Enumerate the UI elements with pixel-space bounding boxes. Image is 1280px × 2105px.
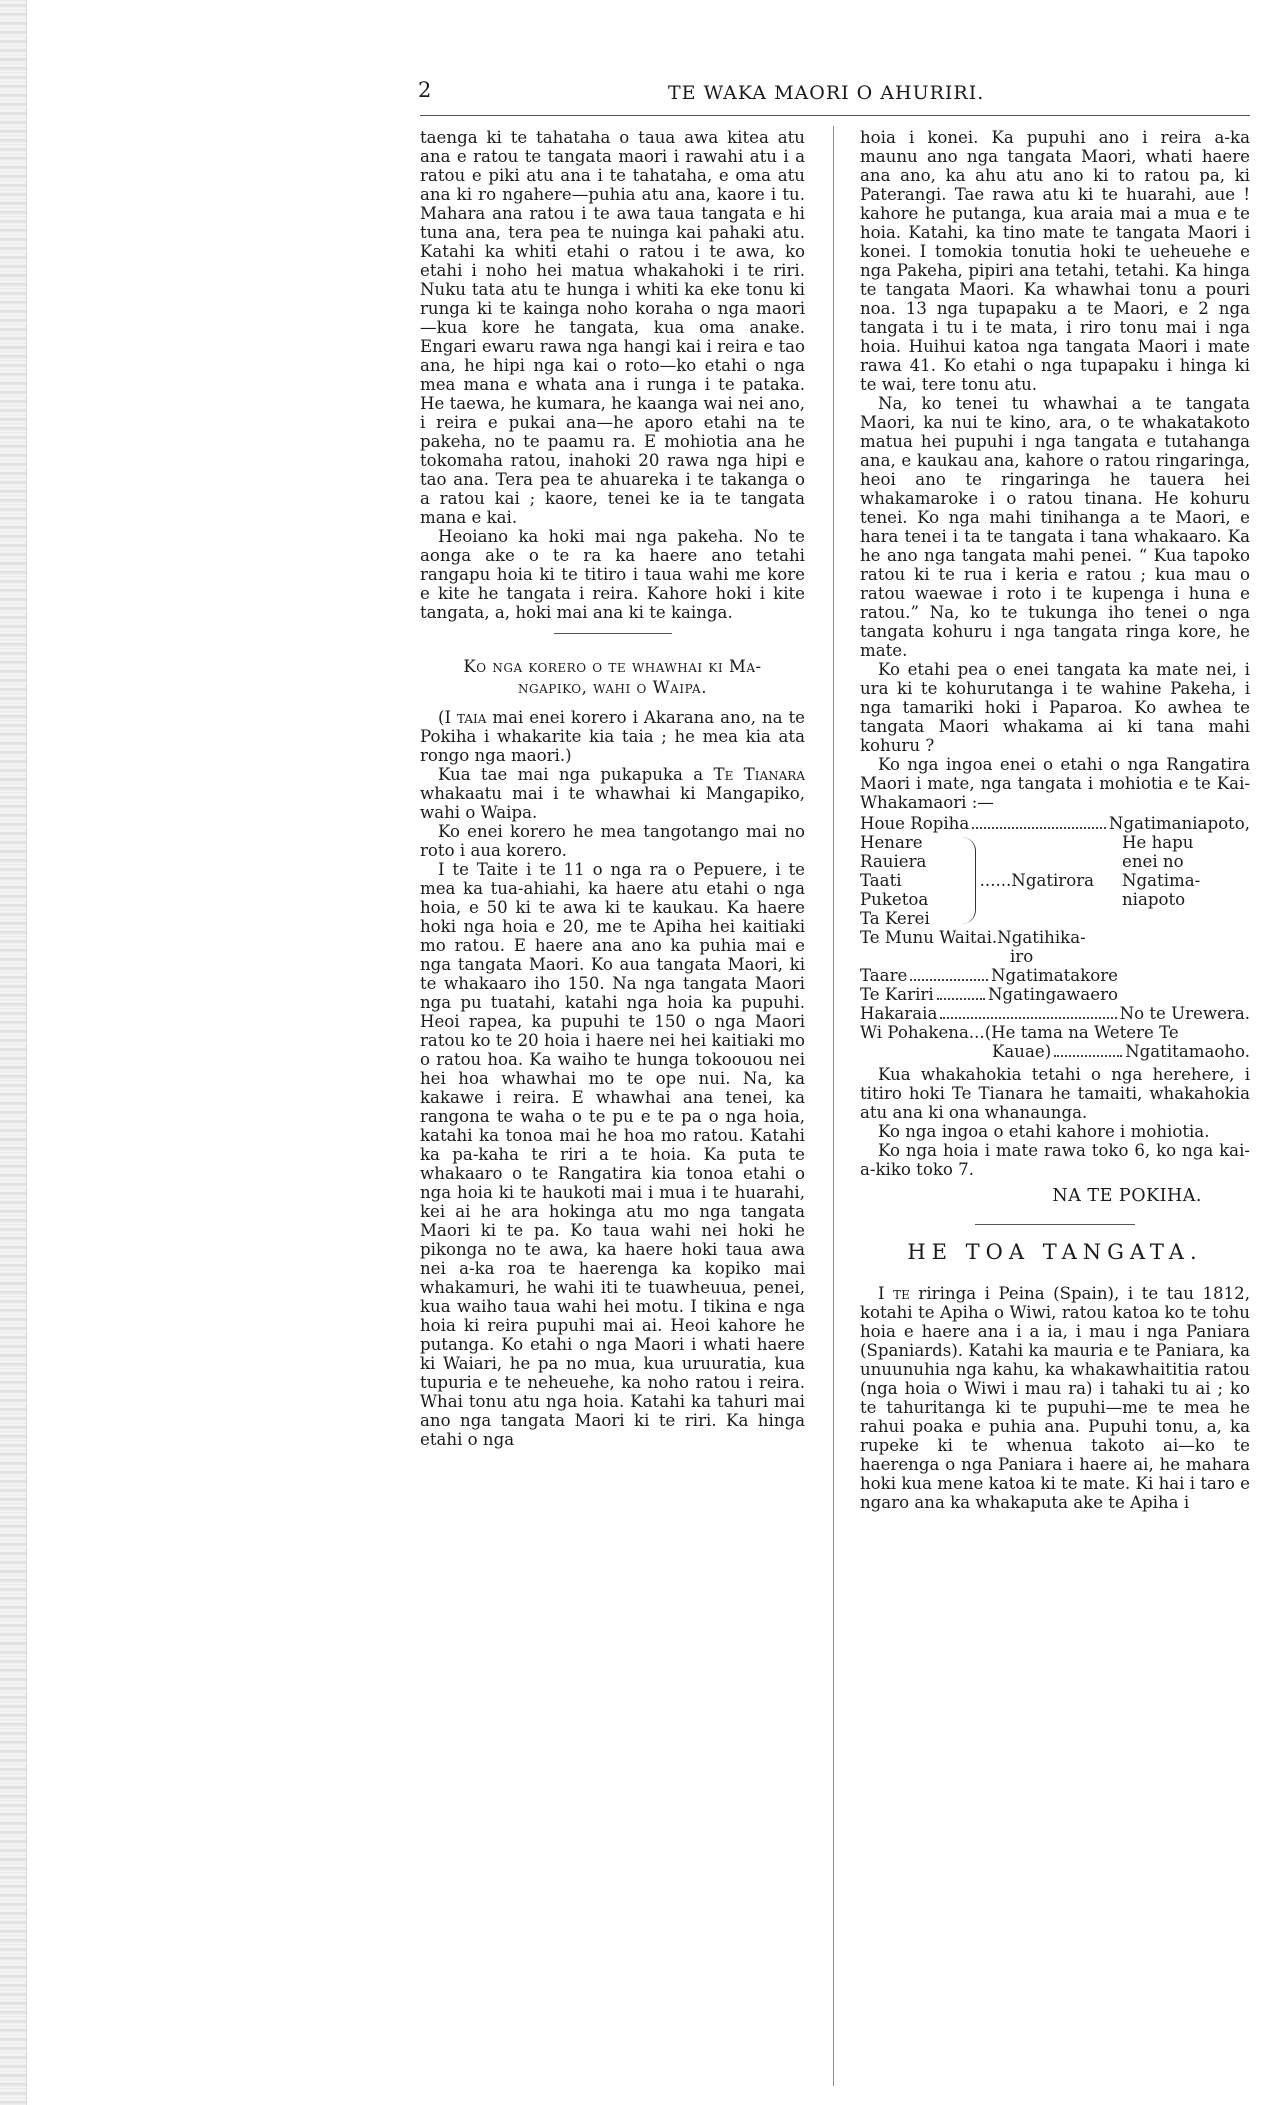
list-item: Hakaraia No te Urewera. xyxy=(860,1004,1250,1023)
list-item: Te Munu Waitai.Ngatihika- iro xyxy=(860,928,1086,966)
right-paragraph-6: Ko nga ingoa o etahi kahore i mohiotia. xyxy=(878,1122,1210,1141)
hapu-note: He hapu enei no Ngatima- niapoto xyxy=(1122,833,1201,909)
section-heading-mangapiko: Ko nga korero o te whawhai ki Ma- ngapiko, wahi o Waipa. xyxy=(463,657,762,697)
right-paragraph-1: hoia i konei. Ka pupuhi ano i reira a-ka maunu ano nga tangata Maori, whati haere ana ano, ka ahu atu ano ki to ratou pa, ki Paterangi. Tae rawa atu ki te huarahi, aue ! kahore he putanga, kua araia mai a mua e te hoia. Katahi, ka tino mate te tangata Maori i konei. I tomokia tonutia hoki te ueheuehe e nga Pakeha, pipiri ana tetahi, tetahi. Ka hinga te tangata Maori. Ka whawhai tonu a pouri noa. 13 nga tupapaku a te Maori, e 2 nga tangata i tu i te mata, i riro tonu mai i nga hoia. Huihui katoa nga tangata Maori i mate rawa 41. Ko etahi o nga tupapaku i hinga ki te wai, tere tonu atu. xyxy=(860,128,1250,394)
list-item: Houe Ropiha Ngatimaniapoto, xyxy=(860,814,1250,833)
list-item: Te Kariri Ngatingawaero xyxy=(860,985,1118,1004)
page-binding-edge xyxy=(0,0,27,2105)
list-item: Wi Pohakena...(He tama na Wetere Te Kauae) Ngatitamaoho. xyxy=(860,1023,1250,1061)
right-paragraph-7: Ko nga hoia i mate rawa toko 6, ko nga kai-a-kiko toko 7. xyxy=(860,1141,1250,1179)
left-paragraph-6: I te Taite i te 11 o nga ra o Pepuere, i te mea ka tua-ahiahi, ka haere atu etahi o nga hoia, e 50 ki te awa ki te kaukau. Ka haere hoki nga hoia e 20, me te Apiha hei kaitiaki mo ratou. E haere ana ano ka puhia mai e nga tangata Maori. Ko aua tangata Maori, ki te whakaaro iho 150. Na nga tangata Maori nga pu tuatahi, katahi nga hoia ka pupuhi. Heoi rapea, ka pupuhi te 150 o nga Maori ratou ko te 20 hoia i haere nei hei kaitiaki mo o ratou hoa. Ka waiho te hunga tokoouou nei hei hoa whawhai mo te ope nui. Na, ka kakawe i reira. E whawhai ana tenei, ka rangona te waha o te pu e te pa o nga hoia, katahi ka tonoa mai he hoa mo ratou. Katahi ka pa-kaha te riri a te hoia. Ka puta te whakaaro o te Rangatira kia tonoa etahi o nga hoia ki te haukoti mai i mua i te huarahi, kei ai he ara hokinga atu mo nga tangata Maori ki te pa. Ko taua wahi nei hoki he pikonga no te awa, ka haere hoki taua awa nei a-ka roa te haerenga ka kopiko mai whakamuri, he wahi iti te tuawheuua, penei, kua waiho taua wahi hei motu. I tikina e nga hoia ki reira pupuhi mai ai. Heoi kahore he putanga. Ko etahi o nga Maori i whati haere ki Waiari, he pa no mua, kua uruuratia, kua tupuria e te neheuehe, ka noho ratou i reira. Whai tonu atu nga hoia. Katahi ka tahuri mai ano nga tangata Maori ki te riri. Ka hinga etahi o nga xyxy=(420,860,805,1449)
right-paragraph-8: I te riringa i Peina (Spain), i te tau 1812, kotahi te Apiha o Wiwi, ratou katoa ko te tohu hoia e haere ana i a ia, i mau i nga Paniara (Spaniards). Katahi ka mauria e te Paniara, ka unuunuhia nga kahu, ka whakawhaititia ratou (nga hoia o Wiwi i mau ra) i tahaki tu ai ; ko te tahuritanga ki te pupuhi—me te mea he rahui poaka e puhia ana. Pupuhi tonu, a, ka rupeke ki te whenua takoto ai—ko te haerenga o nga Paniara i haere ai, he mahara hoki kua mene katoa ki te mate. Ki hai i taro e ngaro ana ka whakaputa ake te Apiha i xyxy=(860,1284,1251,1512)
right-paragraph-2: Na, ko tenei tu whawhai a te tangata Maori, ka nui te kino, ara, o te whakatakoto matua hei pupuhi i nga tangata e tutahanga ana, e kaukau ana, kahore o ratou ringaringa, heoi ano te ringaringa he tauera hei whakamaroke i o ratou tinana. He kohuru tenei. Ko nga mahi tinihanga a te Maori, e hara tenei i ta te tangata i tana whakaaro. Ka he ano nga tangata mahi penei. “ Kua tapoko ratou ki te rua i keria e ratou ; kua mau o ratou waewae i roto i te kupenga i huna e ratou.” Na, ko te tukunga iho tenei o nga tangata kohuru i nga tangata ringa kore, he mate. xyxy=(860,394,1250,660)
header-rule xyxy=(420,115,1250,116)
left-column xyxy=(420,128,805,1449)
brace-mark xyxy=(959,837,976,924)
casualty-list xyxy=(860,814,1250,1061)
right-paragraph-5: Kua whakahokia tetahi o nga herehere, i titiro hoki Te Tianara he tamaiti, whakahokia atu ana ki ona whanaunga. xyxy=(860,1065,1250,1122)
left-paragraph-5: Ko enei korero he mea tangotango mai no roto i aua korero. xyxy=(420,822,805,860)
running-title: TE WAKA MAORI O AHURIRI. xyxy=(668,82,985,104)
right-paragraph-4: Ko nga ingoa enei o etahi o nga Rangatira Maori i mate, nga tangata i mohiotia e te Kai-Whakamaori :— xyxy=(860,755,1250,812)
right-column xyxy=(860,128,1250,1512)
right-paragraph-3: Ko etahi pea o enei tangata ka mate nei, i ura ki te kohurutanga i te wahine Pakeha, i nga tamariki hoki i Paparoa. Ko awhea te tangata Maori whakama ai ki tana mahi kohuru ? xyxy=(860,660,1250,755)
section-separator xyxy=(554,633,672,634)
left-paragraph-4: Kua tae mai nga pukapuka a Te Tianara whakaatu mai i te whawhai ki Mangapiko, wahi o Waipa. xyxy=(420,765,805,822)
section-heading-he-toa-tangata: HE TOA TANGATA. xyxy=(907,1240,1203,1264)
column-divider xyxy=(833,126,834,2086)
signature: NA TE POKIHA. xyxy=(1052,1186,1202,1206)
list-group-ngatirora: Henare Rauiera Taati Puketoa Ta Kerei ...... Ngatirora xyxy=(860,833,1095,928)
left-paragraph-3: (I taia mai enei korero i Akarana ano, na te Pokiha i whakarite kia taia ; he mea kia ata rongo nga maori.) xyxy=(420,708,806,765)
left-paragraph-2: Heoiano ka hoki mai nga pakeha. No te aonga ake o te ra ka haere ano tetahi rangapu hoia ki te titiro i taua wahi me kore e kite he tangata i reira. Kahore hoki i kite tangata, a, hoki mai ana ki te kainga. xyxy=(420,527,805,622)
list-item: Taare Ngatimatakore xyxy=(860,966,1118,985)
left-paragraph-1: taenga ki te tahataha o taua awa kitea atu ana e ratou te tangata maori i rawahi atu i a ratou e piki atu ana i te tahataha, e oma atu ana ki ro ngahere—puhia atu ana, kaore i tu. Mahara ana ratou i te awa taua tangata e hi tuna ana, tera pea te nuinga kai pahaki atu. Katahi ka whiti etahi o ratou i te awa, ko etahi i noho hei matua whakahoki i te riri. Nuku tata atu te hunga i whiti ka eke tonu ki runga ki te kainga noho koraha o nga maori—kua kore he tangata, kua oma anake. Engari ewaru rawa nga hangi kai i reira e tao ana, he hipi nga kai o roto—ko etahi o nga mea mana e whata ana i runga i te pataka. He taewa, he kumara, he kaanga wai nei ano, i reira e pukai ana—he aporo etahi na te pakeha, no te paamu ra. E mohiotia ana he tokomaha ratou, inahoki 20 rawa nga hipi e tao ana. Tera pea te ahuareka i te takanga o a ratou kai ; kaore, tenei ke ia te tangata mana e kai. xyxy=(420,128,805,527)
page-number: 2 xyxy=(418,78,432,102)
section-separator xyxy=(975,1224,1135,1225)
list-group-ngatimaniapoto-hapu xyxy=(860,833,1250,1004)
